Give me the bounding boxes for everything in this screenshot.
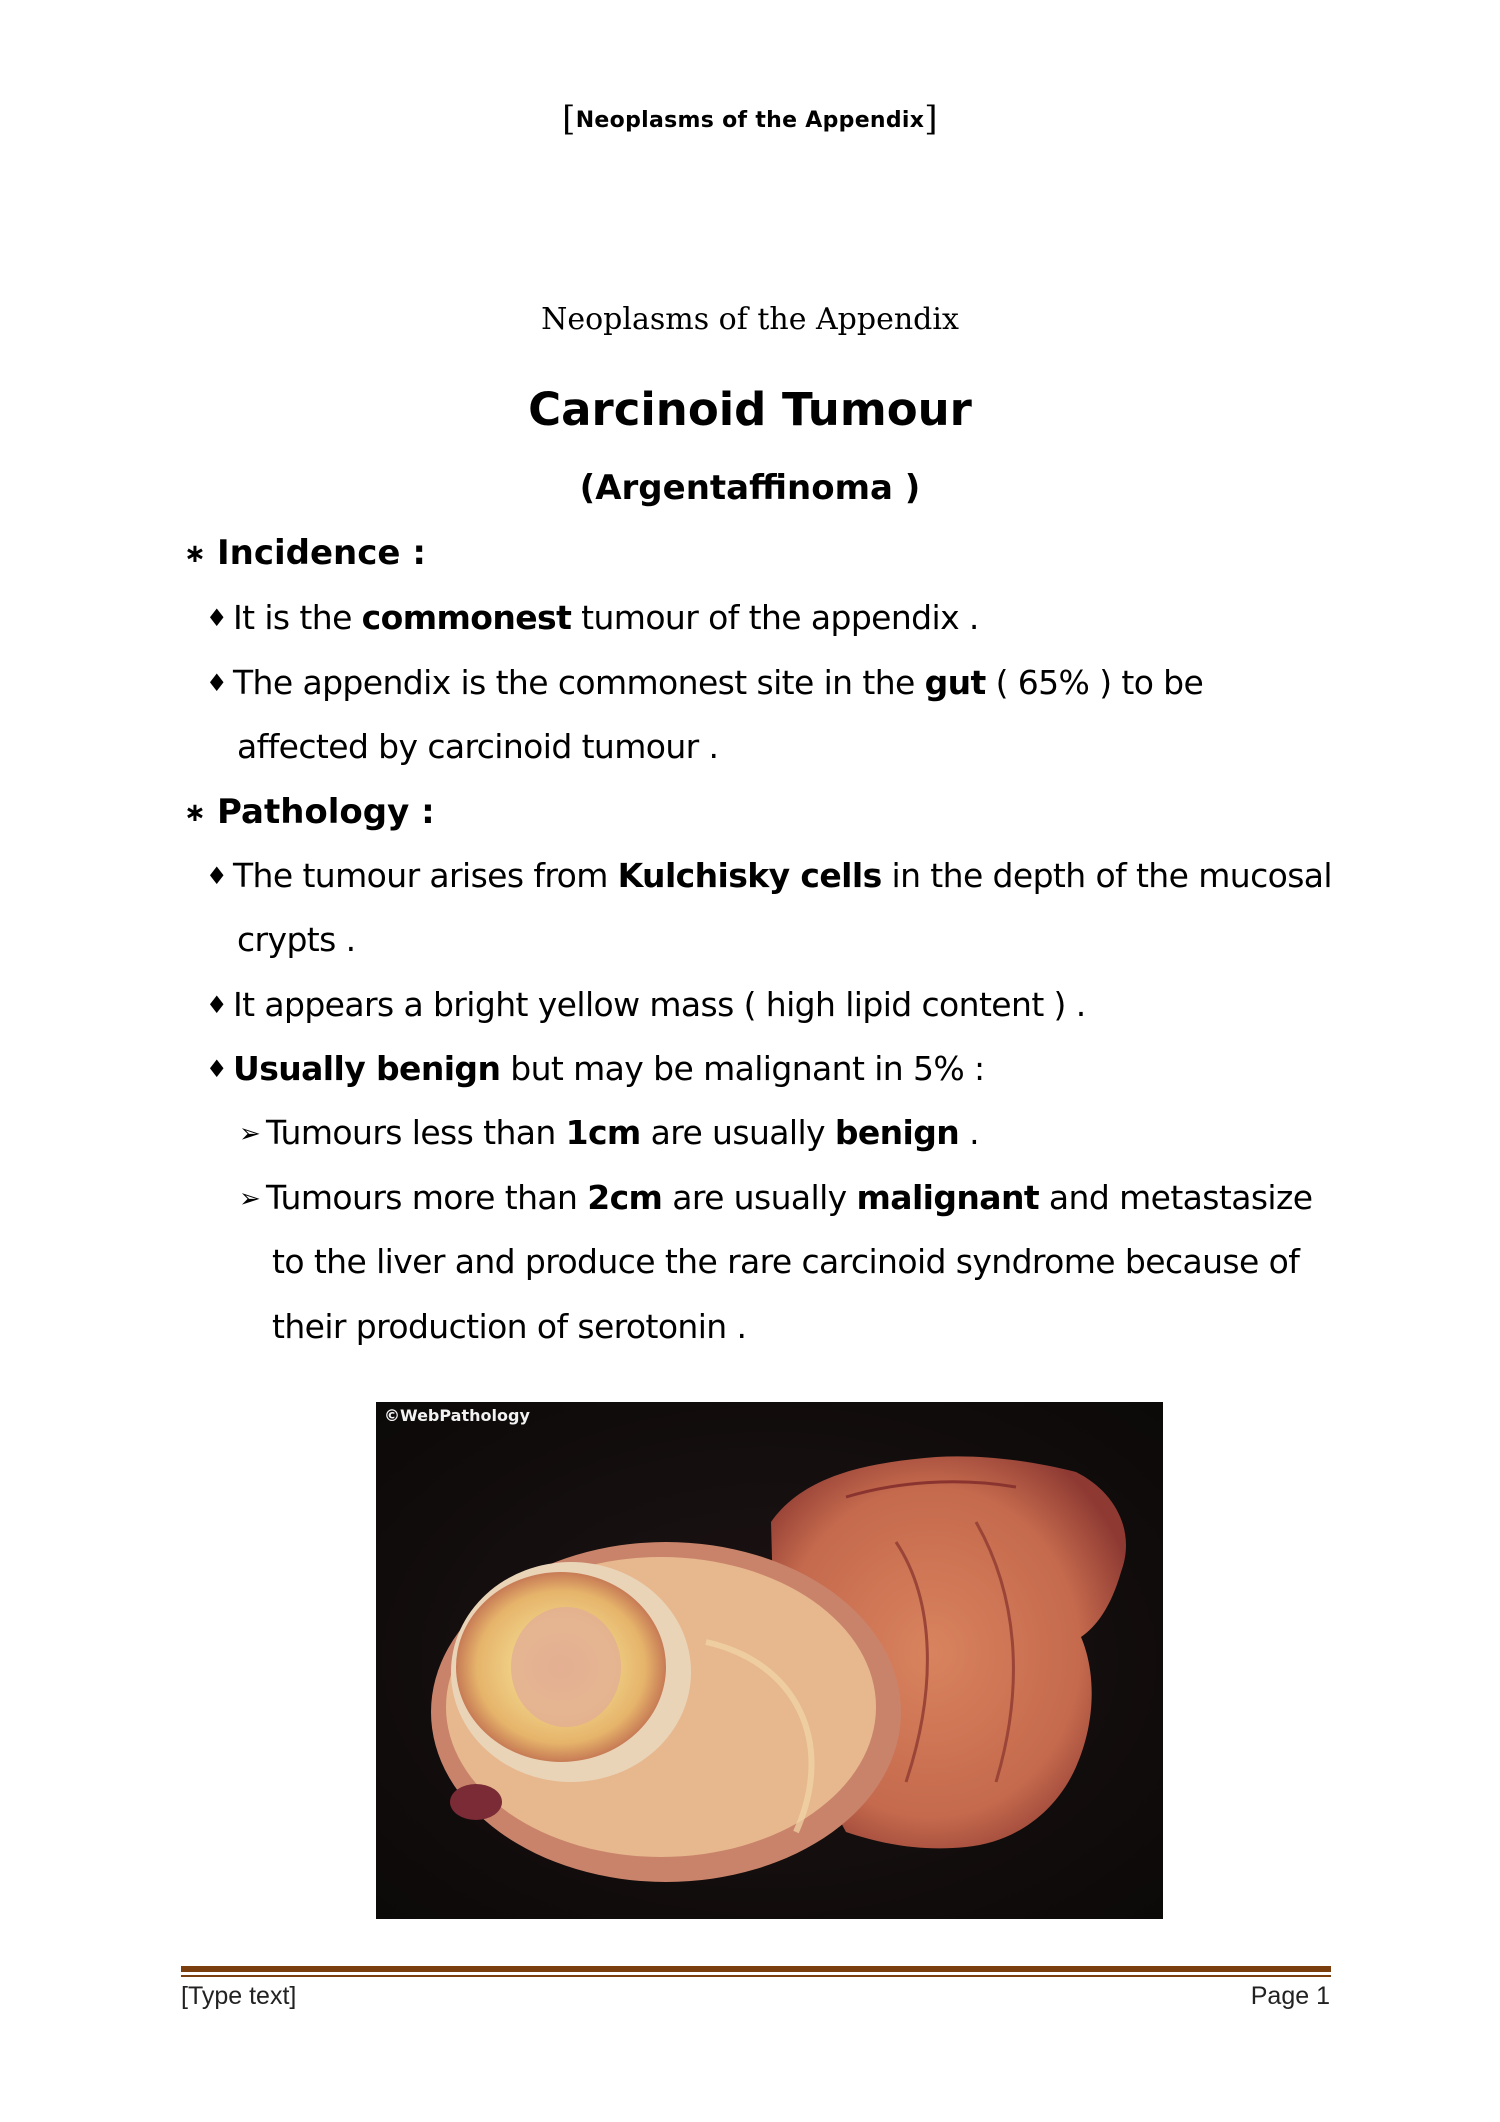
diamond-bullet-icon: ♦ (206, 862, 227, 890)
header-text: Neoplasms of the Appendix (575, 108, 925, 133)
sub-list-item-continuation: their production of serotonin . (272, 1307, 747, 1346)
document-subtitle: Neoplasms of the Appendix (541, 302, 959, 337)
header-bracket-open: [ (562, 99, 576, 139)
sub-list-item: ➢ Tumours more than 2cm are usually malignant and metastasize (239, 1178, 1313, 1217)
list-item: ♦ The appendix is the commonest site in the gut ( 65% ) to be (206, 663, 1204, 702)
header-bracket-close: ] (924, 99, 938, 139)
gross-specimen-icon (376, 1402, 1163, 1919)
list-item: ♦ It is the commonest tumour of the appendix . (206, 598, 979, 637)
running-header (0, 96, 1500, 139)
sub-list-item: ➢ Tumours less than 1cm are usually benign . (239, 1113, 979, 1152)
diamond-bullet-icon: ♦ (206, 669, 227, 697)
arrow-bullet-icon: ➢ (239, 1119, 261, 1149)
asterisk-bullet-icon: ∗ (184, 798, 206, 828)
list-item: ♦ Usually benign but may be malignant in 5% : (206, 1049, 985, 1088)
list-item: ♦ It appears a bright yellow mass ( high lipid content ) . (206, 985, 1086, 1024)
section-heading-pathology: ∗ Pathology : (184, 792, 435, 832)
sub-list-item-continuation: to the liver and produce the rare carcinoid syndrome because of (272, 1242, 1300, 1281)
diamond-bullet-icon: ♦ (206, 991, 227, 1019)
document-title: Carcinoid Tumour (528, 383, 972, 436)
diamond-bullet-icon: ♦ (206, 604, 227, 632)
list-item: ♦ The tumour arises from Kulchisky cells in the depth of the mucosal (206, 856, 1332, 895)
list-item-continuation: crypts . (237, 920, 356, 959)
image-watermark: ©WebPathology (384, 1406, 530, 1425)
arrow-bullet-icon: ➢ (239, 1184, 261, 1214)
asterisk-bullet-icon: ∗ (184, 539, 206, 569)
diamond-bullet-icon: ♦ (206, 1055, 227, 1083)
footer-left-text: [Type text] (181, 1982, 297, 2010)
section-heading-incidence: ∗ Incidence : (184, 533, 426, 573)
alternate-name: (Argentaffinoma ) (579, 468, 921, 508)
list-item-continuation: affected by carcinoid tumour . (237, 727, 719, 766)
footer-rule (181, 1966, 1331, 1972)
specimen-photo (376, 1402, 1163, 1919)
page-number: Page 1 (1250, 1982, 1330, 2010)
footer-rule-thin (181, 1975, 1331, 1977)
